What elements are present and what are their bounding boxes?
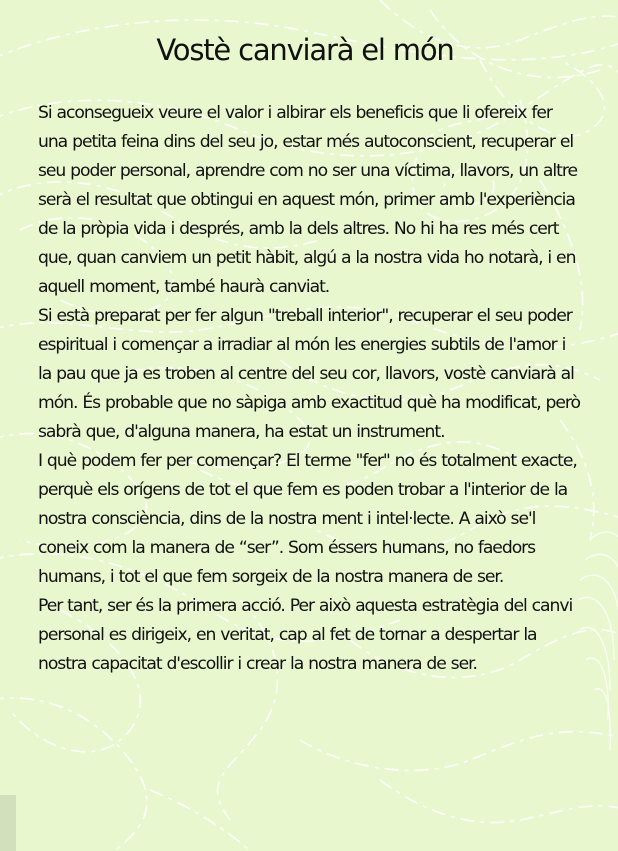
document-title: Vostè canviarà el món: [156, 33, 454, 67]
document-body: [38, 99, 583, 679]
paragraph: Si aconsegueix veure el valor i albirar els beneficis que li ofereix fer una petita feina dins del seu jo, estar més autoconscient, recuperar el seu poder personal, aprendre com no ser una víctima, llavors, un altre serà el resultat que obtingui en aquest món, primer amb l'experiència de la pròpia vida i després, amb la dels altres. No hi ha res més cert que, quan canviem un petit hàbit, algú a la nostra vida ho notarà, i en aquell moment, també haurà canviat.: [38, 103, 577, 297]
paragraph: I què podem fer per començar? El terme "fer" no és totalment exacte, perquè els orígens de tot el que fem es poden trobar a l'interior de la nostra consciència, dins de la nostra ment i intel·lecte. A això se'l coneix com la manera de “ser”. Som éssers humans, no faedors humans, i tot el que fem sorgeix de la nostra manera de ser.: [38, 451, 577, 587]
paragraph: Per tant, ser és la primera acció. Per això aquesta estratègia del canvi personal es dirigeix, en veritat, cap al fet de tornar a despertar la nostra capacitat d'escollir i crear la nostra manera de ser.: [38, 596, 573, 674]
paragraph: Si està preparat per fer algun "treball interior", recuperar el seu poder espiritual i començar a irradiar al món les energies subtils de l'amor i la pau que ja es troben al centre del seu cor, llavors, vostè canviarà al món. És probable que no sàpiga amb exactitud què ha modificat, però sabrà que, d'alguna manera, ha estat un instrument.: [38, 306, 581, 442]
